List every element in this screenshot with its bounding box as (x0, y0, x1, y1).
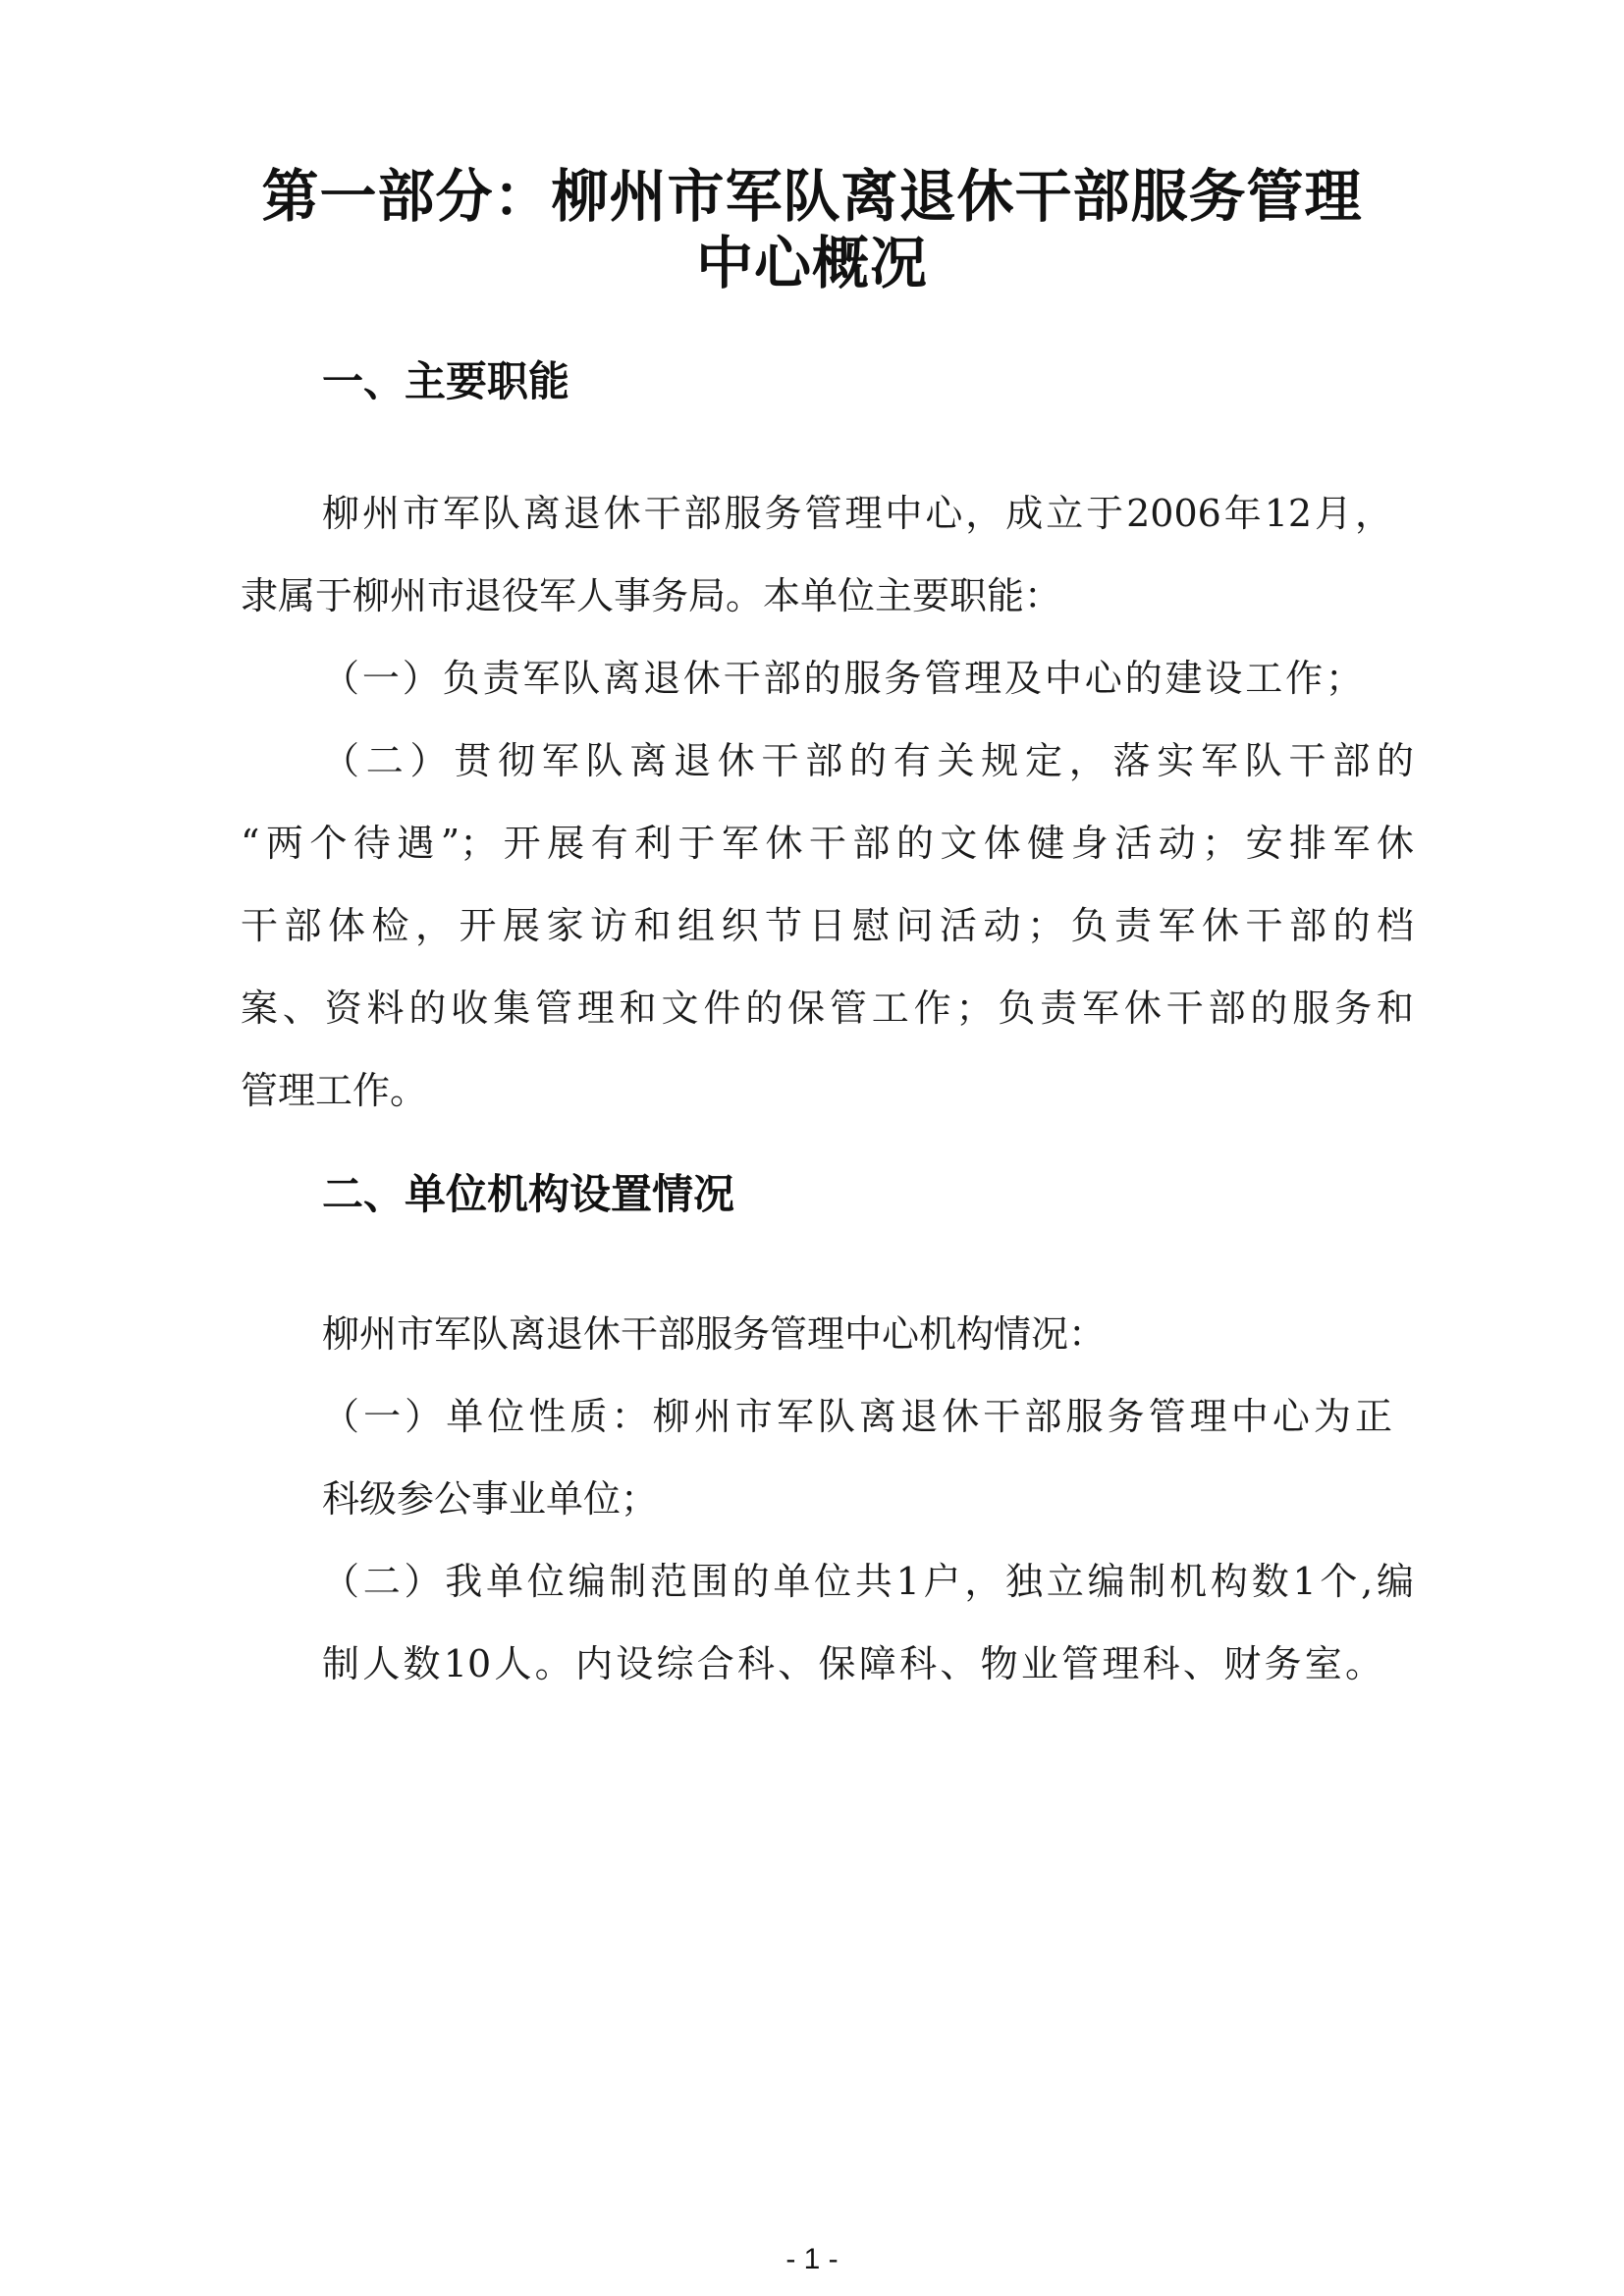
paragraph-line: 隶属于柳州市退役军人事务局。本单位主要职能： (241, 574, 1062, 617)
paragraph-line: （一）负责军队离退休干部的服务管理及中心的建设工作； (322, 657, 1363, 700)
page-number: - 1 - (785, 2243, 839, 2275)
section-heading-main-functions: 一、主要职能 (322, 357, 570, 405)
paragraph-line: 管理工作。 (241, 1069, 428, 1112)
paragraph-line: （二）我单位编制范围的单位共1户，独立编制机构数1个,编 (322, 1560, 1414, 1603)
paragraph-line: 科级参公事业单位； (322, 1477, 659, 1521)
paragraph-line: 案、资料的收集管理和文件的保管工作；负责军休干部的服务和 (241, 987, 1414, 1030)
paragraph-line: 制人数10人。内设综合科、保障科、物业管理科、财务室。 (322, 1642, 1382, 1685)
paragraph-line: （二）贯彻军队离退休干部的有关规定，落实军队干部的 (322, 739, 1414, 782)
paragraph-line: 柳州市军队离退休干部服务管理中心机构情况： (322, 1312, 1107, 1356)
page-title-line-2: 中心概况 (695, 230, 928, 296)
section-heading-org-structure: 二、单位机构设置情况 (322, 1170, 735, 1218)
paragraph-line: 柳州市军队离退休干部服务管理中心，成立于2006年12月， (322, 492, 1392, 535)
paragraph-line: 干部体检，开展家访和组织节日慰问活动；负责军休干部的档 (241, 904, 1414, 947)
paragraph-line: “两个待遇”；开展有利于军休干部的文体健身活动；安排军休 (241, 822, 1414, 865)
page-title-line-1: 第一部分：柳州市军队离退休干部服务管理 (261, 163, 1363, 230)
paragraph-line: （一）单位性质：柳州市军队离退休干部服务管理中心为正 (322, 1395, 1392, 1438)
